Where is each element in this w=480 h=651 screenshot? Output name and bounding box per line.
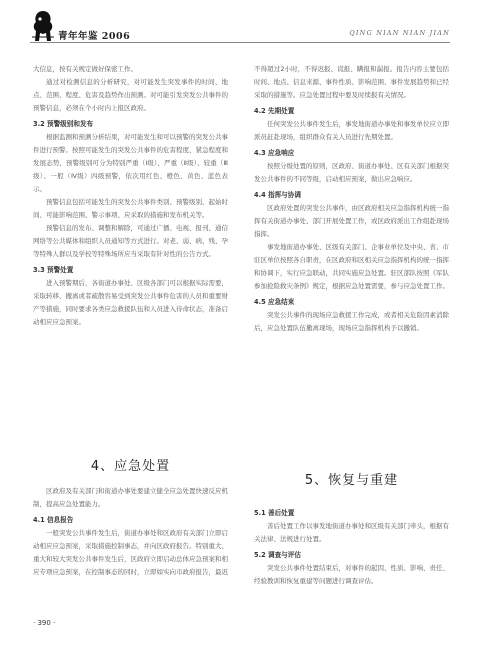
paragraph: 进入预警期后，各街道办事处、区级各部门可以根据实际需要，采取转移、撤离或者疏散容易受到突发公共事件危害的人员和重要财产等措施，同时要求各类应急救援队伍和人员进入待命状态，准备启动相应应急预案。 bbox=[33, 279, 228, 326]
paragraph: 通过对检测信息的分析研究，对可能发生突发事件的时间、地点、范围、程度、危害及趋势作出预测。对可能引发突发公共事件的预警信息，必须在个小时内上报区政府。 bbox=[33, 78, 228, 112]
section-heading: 3.2 预警级别和发布 bbox=[33, 120, 94, 128]
section-5-2-heading: 5.2 调查与评估 bbox=[254, 551, 301, 559]
section-heading: 4.4 指挥与协调 bbox=[254, 191, 301, 199]
section-heading: 4.2 先期处置 bbox=[254, 107, 295, 115]
paragraph: 预警信息的发布、调整和解除，可通过广播、电视、报刊、通信网络等公共媒体和组织人员通知等方式进行。对老、弱、病、残、孕等特殊人群以及学校等特殊场所应当采取有针对性的公告方式。 bbox=[33, 224, 228, 258]
yearbook-logo-icon bbox=[30, 9, 56, 43]
section-4-1-text: 一般突发公共事件发生后，街道办事处和区政府有关部门立即启动相应应急预案，采取措施控制事态，并向区政府报告。特别重大、重大和较大突发公共事件发生后，区政府立即启动总体应急预案和相应专项应急预案，在控制事态的同时，立即如实向市政府报告，最迟 bbox=[33, 529, 228, 576]
paragraph: 按照分级处置的原则，区政府、街道办事处、区有关部门根据突发公共事件的不同等级，启动相应预案，做出应急响应。 bbox=[254, 162, 449, 183]
section-4-1-heading: 4.1 信息报告 bbox=[33, 516, 74, 524]
page-header bbox=[0, 0, 480, 52]
paragraph: 事发地街道办事处、区级有关部门、企事业单位及中央、省、市驻区单位按照各自职责，在区政府和区相关应急指挥机构的统一指挥和协调下，实行应急联动，共同实施应急处置。驻区部队按照《军队参加抢险救灾条例》规定，根据应急处置需要，参与应急处置工作。 bbox=[254, 243, 449, 290]
page-number: · 390 · bbox=[33, 619, 56, 627]
section-heading: 3.3 预警处置 bbox=[33, 266, 74, 274]
section-5-title: 5、恢复与重建 bbox=[304, 473, 399, 488]
paragraph: 突发公共事件的现场应急救援工作完成，或者相关危险因素消除后，应急处置队伍撤离现场，现场应急指挥机构予以撤销。 bbox=[254, 311, 449, 332]
paragraph: 大信息，按有关规定做好保密工作。 bbox=[33, 65, 137, 73]
section-heading: 4.5 应急结束 bbox=[254, 298, 295, 306]
paragraph: 不得超过2小时，不得迟报、谎报、瞒报和漏报。报告内容主要包括时间、地点、信息来源、事件性质、影响范围、事件发展趋势和已经采取的措施等。应急处置过程中要及时续报有关情况。 bbox=[254, 65, 449, 99]
section-5-2-text: 突发公共事件处置结束后，对事件的起因、性质、影响、责任、经验教训和恢复重建等问题进行调查评估。 bbox=[254, 564, 449, 585]
section-5-1-text: 善后处置工作以事发地街道办事处和区级有关部门牵头，根据有关法律、法规进行处置。 bbox=[254, 522, 449, 543]
section-4-intro: 区政府及有关部门和街道办事处要建立健全应急处置快速反应机制，提高应急处置能力。 bbox=[33, 487, 228, 508]
right-column-upper bbox=[254, 63, 449, 335]
section-5-body bbox=[254, 504, 449, 588]
section-5-1-heading: 5.1 善后处置 bbox=[254, 509, 295, 517]
left-column-upper bbox=[33, 63, 228, 329]
section-4-body bbox=[33, 485, 228, 579]
header-divider bbox=[30, 42, 450, 43]
paragraph: 预警信息包括可能发生的突发公共事件类别、预警级别、起始时间、可能影响范围、警示事项、应采取的措施和发布机关等。 bbox=[33, 198, 228, 219]
section-heading: 4.3 应急响应 bbox=[254, 149, 295, 157]
paragraph: 区政府处置的突发公共事件，由区政府相关应急指挥机构统一指挥有关街道办事处、部门开展处置工作，或区政府派出工作组赴现场指挥。 bbox=[254, 204, 449, 238]
paragraph: 任何突发公共事件发生后，事发地街道办事处和事发单位应立即派员赶赴现场，组织群众有关人员进行先期处置。 bbox=[254, 120, 449, 141]
section-4-title: 4、应急处置 bbox=[90, 459, 171, 474]
header-right-text: QING NIAN NIAN JIAN bbox=[349, 29, 450, 37]
header-title: 青年年鉴 2006 bbox=[58, 31, 131, 42]
paragraph: 根据监测和预测分析结果，对可能发生和可以预警的突发公共事件进行预警。按照可能发生的突发公共事件的危害程度、紧急程度和发展态势，预警级别可分为特别严重（Ⅰ级）、严重（Ⅱ级）、较重（Ⅲ级）、一般（Ⅳ级）四级预警，依次用红色、橙色、黄色、蓝色表示。 bbox=[33, 133, 228, 193]
